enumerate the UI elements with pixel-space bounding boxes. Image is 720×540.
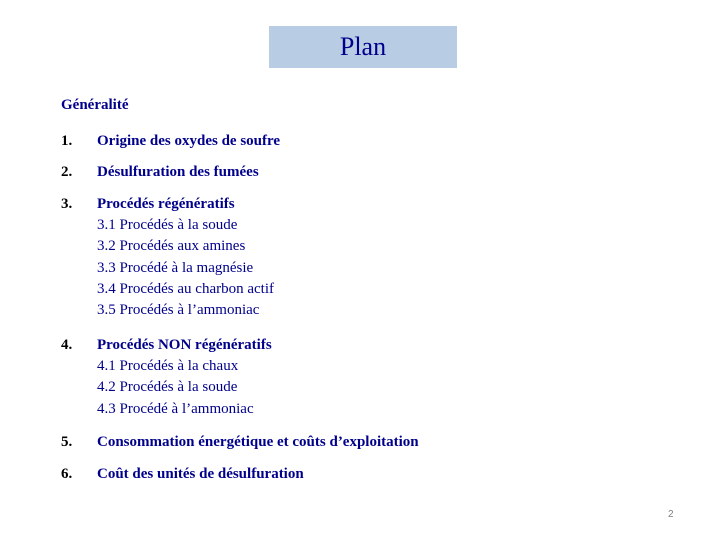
item-title: Procédés régénératifs xyxy=(97,196,235,212)
intro-heading: Généralité xyxy=(61,97,129,113)
sub-item: 4.2 Procédés à la soude xyxy=(97,379,238,396)
sub-item: 3.5 Procédés à l’ammoniac xyxy=(97,302,260,319)
page-number: 2 xyxy=(668,509,674,520)
item-number: 4. xyxy=(61,337,73,353)
item-title: Origine des oxydes de soufre xyxy=(97,133,281,149)
item-number: 5. xyxy=(61,434,73,450)
slide-title-box xyxy=(269,26,457,68)
item-title: Désulfuration des fumées xyxy=(97,164,259,180)
sub-item: 4.1 Procédés à la chaux xyxy=(97,358,239,374)
slide-title: Plan xyxy=(339,32,387,61)
sub-item: 4.3 Procédé à l’ammoniac xyxy=(97,400,254,417)
item-number: 2. xyxy=(61,164,73,180)
sub-list xyxy=(97,356,272,420)
sub-item: 3.4 Procédés au charbon actif xyxy=(97,280,275,297)
item-number: 1. xyxy=(61,133,73,149)
sub-item: 3.1 Procédés à la soude xyxy=(97,217,238,233)
sub-item: 3.3 Procédé à la magnésie xyxy=(97,259,254,276)
item-title: Coût des unités de désulfuration xyxy=(97,466,304,482)
item-title: Consommation énergétique et coûts d’exploitation xyxy=(97,434,419,450)
item-number: 6. xyxy=(61,466,73,482)
item-number: 3. xyxy=(61,196,73,212)
sub-list xyxy=(97,215,274,321)
sub-item: 3.2 Procédés aux amines xyxy=(97,238,246,255)
item-title: Procédés NON régénératifs xyxy=(97,337,272,353)
